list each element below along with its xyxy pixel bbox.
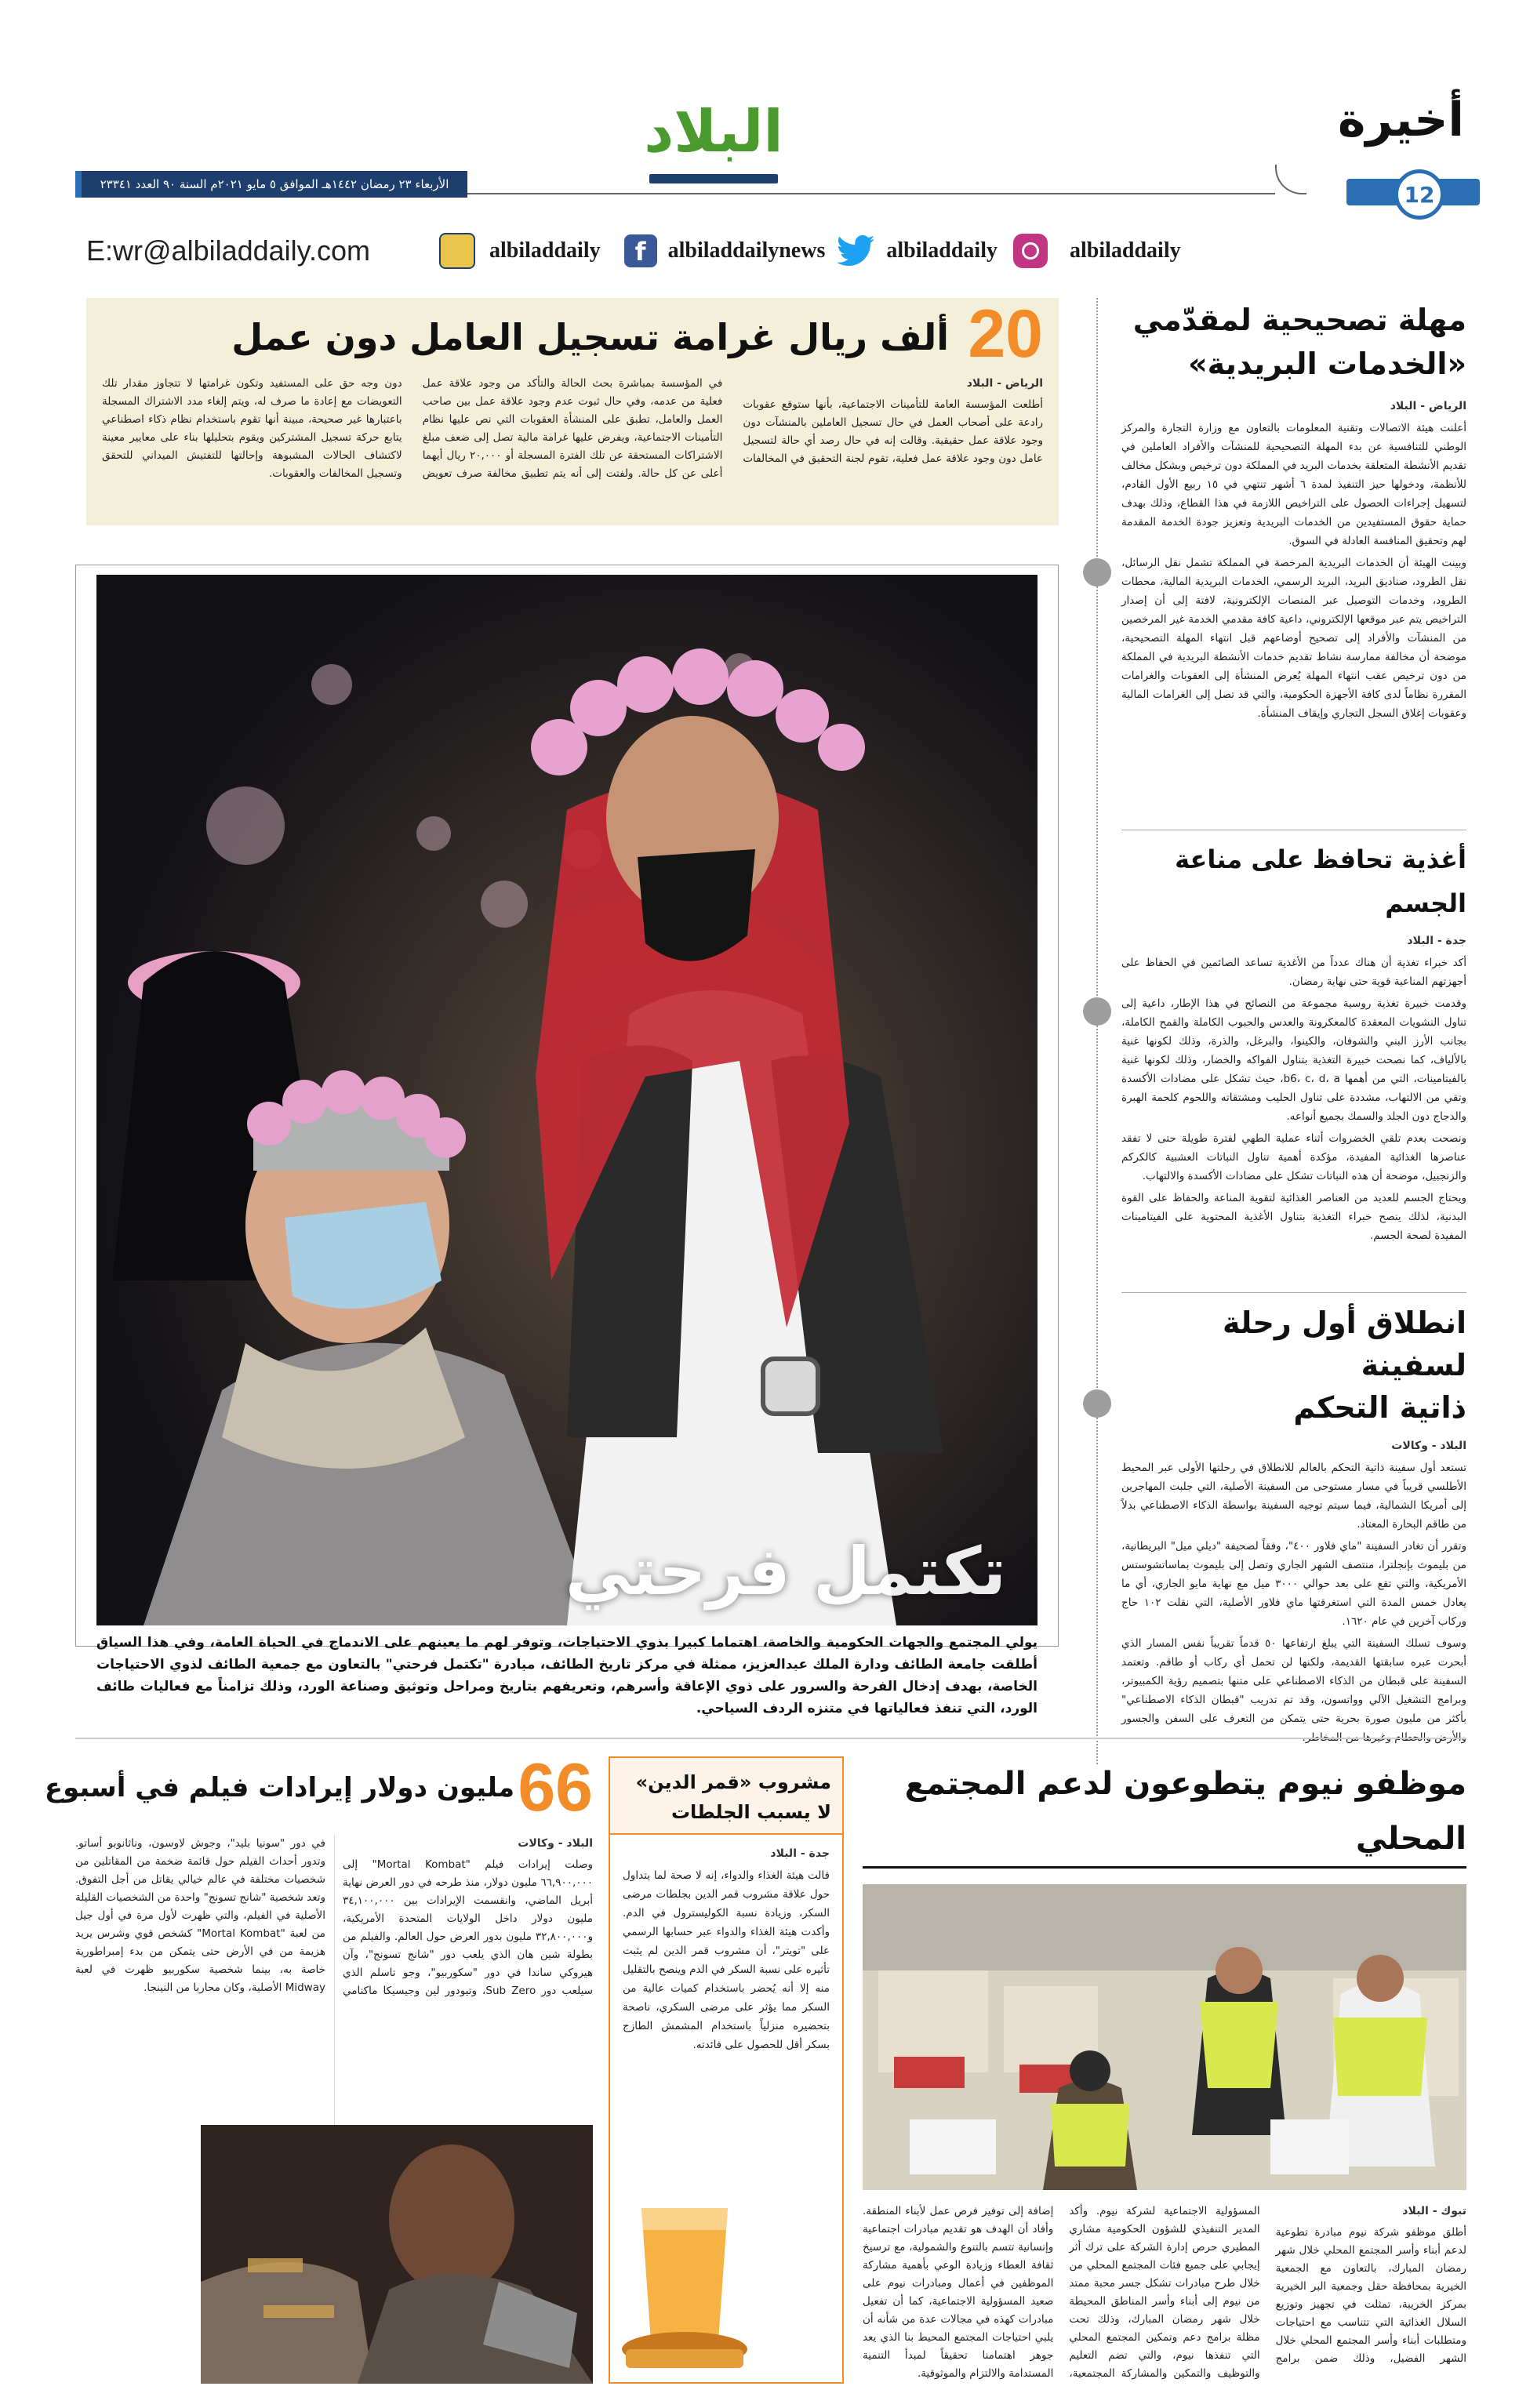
social-handle-4[interactable]: albiladdaily — [1069, 238, 1181, 263]
section-label: أخيرة — [1337, 93, 1464, 147]
ship-headline-line1: انطلاق أول رحلة لسفينة — [1222, 1306, 1466, 1382]
immunity-paragraph: ونصحت بعدم تلقي الخضروات أثناء عملية الطهي لفترة طويلة حتى لا تفقد عناصرها الغذائية المفيدة، مؤكدة أهمية تناول النباتات العشبية كالكركم والزنجبيل، موضحة أن هذه النباتات تشكل على مضادات الأكسدة والالتهاب. — [1121, 1132, 1466, 1182]
ship-paragraph: تستعد أول سفينة ذاتية التحكم بالعالم للانطلاق في رحلتها الأولى عبر المحيط الأطلسي قريباً في مسار مستوحى من السفينة الأصلية، التي جلبت المهاجرين إلى أمريكا الشمالية، فيما سيتم توجيه السفينة بواسطة الذكاء الاصطناعي بدلاً من طاقم البحارة المعتاد. — [1121, 1462, 1466, 1531]
juice-headline-line2: لا يسبب الجلطات — [670, 1801, 831, 1823]
page-number: 12 — [1404, 181, 1435, 208]
film-photo — [201, 2125, 593, 2384]
fine-article — [86, 298, 1059, 525]
film-byline: البلاد - وكالات — [518, 1837, 593, 1850]
fine-number: 20 — [968, 296, 1043, 372]
juice-headline — [610, 1758, 842, 1835]
postal-paragraph: أعلنت هيئة الاتصالات وتقنية المعلومات بالتعاون مع وزارة التجارة والمركز الوطني للتنافسية عن بدء المهلة التصحيحية للمنشآت والأفراد العاملين في تقديم الأنشطة المتعلقة بخدمات البريد في المملكة دون ترخيص وبشكل مخالف للأنظمة، ودخولها حيز التنفيذ لمدة ٦ أشهر تنتهي في ١٥ ربيع الأول القادم، لتسهيل إجراءات الحصول على التراخيص اللازمة في هذا القطاع، وذلك بهدف حماية حقوق المستفيدين من الخدمات البريدية وتعزيز جودة الخدمة المقدمة لهم وتحقيق المنافسة العادلة في السوق. — [1121, 422, 1466, 547]
postal-headline-line1: مهلة تصحيحية لمقدّمي — [1132, 303, 1466, 337]
social-handle-2[interactable]: albiladdailynews — [667, 238, 826, 263]
immunity-headline: أغذية تحافظ على مناعة الجسم — [1175, 844, 1466, 918]
postal-paragraph: وبينت الهيئة أن الخدمات البريدية المرخصة في المملكة تشمل نقل الرسائل، نقل الطرود، صناديق البريد، البريد الرسمي، الخدمات البريدية المالية، محطات الطرود، وخدمات التوصيل عبر المنصات الإلكترونية، لافتة إلى أن إصدار التراخيص يتم عبر موقعها الإلكتروني، داعية كافة مقدمي الخدمة غير المرخصين من المنشآت والأفراد إلى تصحيح أوضاعهم قبل انتهاء المهلة التصحيحية، موضحة أن مخالفة ممارسة نشاط تقديم خدمات الأنشطة البريدية في المملكة من دون ترخيص عقب انتهاء المهلة يُعرض المنشأة إلى العقوبات والغرامات المقررة نظاماً لدى كافة الأجهزة الحكومية، والتي قد تصل إلى الغرامات المالية وعقوبات إغلاق السجل التجاري وإيقاف المنشأة. — [1121, 557, 1466, 720]
app-icon[interactable] — [439, 233, 475, 269]
juice-headline-line1: مشروب «قمر الدين» — [635, 1771, 831, 1793]
logo-underline — [649, 174, 778, 183]
photo-overlay-title: تكتمل فرحتي — [565, 1533, 1006, 1610]
social-handle-3[interactable]: albiladdaily — [886, 238, 998, 263]
immunity-paragraph: وقدمت خبيرة تغذية روسية مجموعة من النصائح في هذا الإطار، داعية إلى تناول النشويات المعقدة كالمعكرونة والعدس والحبوب الكاملة والقمح الكاملة، بجانب الأرز البني والشوفان، والكينوا، والبرغل، والذرة، وذلك لكونها غنية بالألياف، كما نصحت خبيرة التغذية بتناول الفواكه والخضار، وذلك لكونها غنية بالفيتامينات، التي من أهمها b6، c، d، a، حيث تشكل على مضادات الأكسدة وتقي من الالتهاب، مشددة على تناول الحليب ومشتقاته واللحوم كلحمة الهبرة والدجاج دون الجلد والسمك بجميع أنواعه. — [1121, 997, 1466, 1123]
header-rule-end — [1275, 165, 1306, 194]
dateline-text: الأربعاء ٢٣ رمضان ١٤٤٢هـ الموافق ٥ مايو ٢٠٢١م السنة ٩٠ العدد ٢٣٣٤١ — [100, 177, 449, 191]
section-rule — [1121, 1292, 1466, 1293]
juice-article — [609, 1756, 844, 2384]
juice-body: قالت هيئة الغذاء والدواء، إنه لا صحة لما يتداول حول علاقة مشروب قمر الدين بجلطات مرضى السكر، وزيادة نسبة الكوليسترول في الدم. وأكدت هيئة الغذاء والدواء عبر حسابها الرسمي على "تويتر"، أن مشروب قمر الدين لم يثبت تأثيره على نسبة السكر في الدم وينصح بالتقليل منه إلا أنه يُحضر باستخدام كميات عالية من السكر مما يؤثر على مرضى السكري، ناصحة بتحضيره منزلياً باستخدام المشمش الطازج بسكر أقل للحصول على فائدته. — [623, 1869, 830, 2051]
film-body: وصلت إيرادات فيلم "Mortal Kombat" إلى ٦٦,٩٠٠,٠٠٠ مليون دولار، منذ طرحه في دور العرض نهاية أبريل الماضي، وانقسمت الإيرادات بين ٣٤,١٠٠,٠٠٠ مليون دولار داخل الولايات المتحدة الأمريكية، و٣٢,٨٠٠,٠٠٠ مليون بدور العرض حول العالم. والفيلم من بطولة شين هان الذي يلعب دور "شانج تسونج"، وآن هيروكي ساندا في دور "سكوربيو"، وجو تاسلم الذي سيلعب دور Sub Zero، وتيودور لين وجيسيكا ماكنامي في دور "سونيا بليد"، وجوش لاوسون، وناثانوبو أساتو. وتدور أحداث الفيلم حول قائمة ضخمة من المقاتلين من شخصيات مختلفة في عالم خيالي يقاتل من أجل التفوق. وتعد شخصية "شانج تسونج" واحدة من الشخصيات القليلة الأصلية في الفيلم، والتي ظهرت لأول مرة في أول جيل من لعبة "Mortal Kombat" كشخص قوي وشرس يريد هزيمة من في الأرض حتى يتمكن من بدء إمبراطورية خاصة به، بينما شخصية سكوربيو ظهرت في لعبة Midway الأصلية، وكان محاربا من النينجا. — [75, 1837, 593, 1997]
postal-headline-line2: «الخدمات البريدية» — [1188, 347, 1466, 381]
immunity-byline: جدة - البلاد — [1407, 935, 1466, 947]
page-header — [0, 0, 1519, 227]
ship-headline — [1121, 1302, 1466, 1429]
immunity-paragraph: أكد خبراء تغذية أن هناك عدداً من الأغذية تساعد الصائمين في الحفاظ على أجهزتهم المناعية قوية حتى نهاية رمضان. — [1121, 957, 1466, 988]
neom-article — [863, 1756, 1466, 2408]
email-link[interactable]: E:wr@albiladdaily.com — [86, 234, 371, 267]
postal-byline: الرياض - البلاد — [1390, 400, 1466, 412]
neom-headline: موظفو نيوم يتطوعون لدعم المجتمع المحلي — [863, 1756, 1466, 1869]
logo-text: البلاد — [644, 98, 783, 165]
page-number-badge — [1394, 169, 1445, 220]
postal-article — [1121, 298, 1466, 726]
right-column-divider — [1096, 298, 1098, 1764]
ship-headline-line2: ذاتية التحكم — [1293, 1390, 1466, 1425]
film-number: 66 — [518, 1750, 593, 1825]
fine-headline: ألف ريال غرامة تسجيل العامل دون عمل — [231, 316, 949, 358]
twitter-icon[interactable] — [836, 235, 875, 267]
juice-photo — [618, 2192, 751, 2373]
ship-article — [1121, 1302, 1466, 1750]
juice-byline: جدة - البلاد — [770, 1847, 830, 1860]
facebook-icon[interactable]: f — [624, 234, 657, 267]
immunity-paragraph: ويحتاج الجسم للعديد من العناصر الغذائية لتقوية المناعة والحفاظ على القوة البدنية، لذلك ينصح خبراء التغذية بتناول الأغذية المحتوية على الفيتامينات المفيدة لصحة الجسم. — [1121, 1192, 1466, 1242]
instagram-icon[interactable] — [1013, 234, 1048, 268]
separator-dot — [1083, 558, 1111, 587]
newspaper-logo — [635, 93, 792, 187]
social-handle-1[interactable]: albiladdaily — [489, 238, 601, 263]
ship-paragraph: وتقرر أن تغادر السفينة "ماي فلاور ٤٠٠"، وفقاً لصحيفة "ديلي ميل" البريطانية، من بليموث بإنجلترا، منتصف الشهر الجاري وتصل إلى بليموث بماساتشوستس الأمريكية، والتي تقع على بعد حوالي ٣٠٠٠ ميل مع نهاية مايو الجاري، أي ما يعادل خمس المدة التي استغرقتها ماي فلاور الأصلية، التي نقلت ١٠٢ حاج وركاب آخرين في عام ١٦٢٠. — [1121, 1540, 1467, 1628]
neom-photo — [863, 1884, 1466, 2190]
ship-byline: البلاد - وكالات — [1391, 1440, 1466, 1452]
main-photo-caption: يولي المجتمع والجهات الحكومية والخاصة، اهتماما كبيرا بذوي الاحتياجات، وتوفر لهم ما يعينهم على الاندماج في الحياة العامة، وفي هذا السياق أطلقت جامعة الطائف ودارة الملك عبدالعزيز، ممثلة في مركز تاريخ الطائف، مبادرة "تكتمل فرحتي" بالتعاون مع جمعية الطائف لذوي الاحتياجات الخاصة، بهدف إدخال الفرحة والسرور على ذوي الإعاقة وأسرهم، وتعريفهم بتاريخ ومراحل وتوثيق وصناعة الورد، وذلك تزامناً مع فعاليات طائف الورد، التي تنفذ فعالياتها في متنزه الردف السياحي. — [96, 1635, 1037, 1716]
dateline — [75, 171, 467, 198]
separator-dot — [1083, 1389, 1111, 1418]
ship-paragraph: وسوف تسلك السفينة التي يبلغ ارتفاعها ٥٠ قدماً تقريباً نفس المسار الذي أبحرت عبره سابقتها القديمة، ولكنها لن تحمل أي ركاب أو طاقم. وتعتمد السفينة على قبطان من الذكاء الاصطناعي على متنها بتصميم رؤية الكمبيوتر، وبرامج التشغيل الآلي وواتسون، وقد تم تدريب "قبطان الذكاء الاصطناعي" بأكثر من مليون صورة بحرية حتى يتمكن من التعرف على السفن والجسور والأرض والحطام وغيرها من المخاطر. — [1121, 1637, 1466, 1744]
neom-body: أطلق موظفو شركة نيوم مبادرة تطوعية لدعم أبناء وأسر المجتمع المحلي خلال شهر رمضان المبارك، بالتعاون مع الجمعية الخيرية بمحافظة حقل وجمعية البر الخيرية بمركز الخريبة، تمثلت في تجهيز وتوزيع السلال الغذائية التي تتناسب مع احتياجات ومتطلبات أبناء وأسر المجتمع المحلي خلال الشهر الفضيل، وذلك ضمن برامج المسؤولية الاجتماعية لشركة نيوم. وأكد المدير التنفيذي للشؤون الحكومية مشاري المطيري حرص إدارة الشركة على ترك أثر إيجابي على جميع فئات المجتمع المحلي من خلال طرح مبادرات تشكل جسر محبة ممتد من نيوم إلى أبناء وأسر المناطق المحيطة خلال شهر رمضان المبارك، وذلك تحت مظلة برامج دعم وتمكين المجتمع المحلي التي تنفذها نيوم، والتي تضم التعليم والتوظيف والتمكين والمشاركة المجتمعية، إضافة إلى توفير فرص عمل لأبناء المنطقة. وأفاد أن الهدف هو تقديم مبادرات اجتماعية وإنسانية تتسم بالتنوع والشمولية، مع ترسيخ ثقافة العطاء وزيادة الوعي بأهمية مشاركة الموظفين في أعمال ومبادرات نيوم على صعيد المسؤولية الاجتماعية، كما أن تفعيل مبادرات كهذه في مجالات عدة من شأنه أن يلبي احتياجات المجتمع المحيط بنا الذي يعد جوهر اهتمامنا تحقيقاً لمبدأ التنمية المستدامة والالتزام والموثوقية. — [863, 2205, 1466, 2380]
separator-dot — [1083, 997, 1111, 1026]
film-headline: مليون دولار إيرادات فيلم في أسبوع — [44, 1772, 514, 1803]
postal-headline — [1121, 298, 1466, 386]
fine-byline: الرياض - البلاد — [966, 377, 1043, 390]
immunity-article — [1121, 837, 1466, 1248]
main-photo-frame — [75, 565, 1059, 1716]
bottom-band-rule — [75, 1738, 1466, 1739]
main-photo — [96, 575, 1037, 1625]
fine-body: أطلعت المؤسسة العامة للتأمينات الاجتماعية، بأنها ستوقع عقوبات رادعة على أصحاب العمل في حال تسجيل العاملين بالمنشآت دون وجود علاقة عمل حقيقية. وقالت إنه في حال رصد أي حالة لتسجيل عامل دون وجود علاقة عمل فعلية، تقوم لجنة التحقيق في المخالفات في المؤسسة بمباشرة بحث الحالة والتأكد من وجود علاقة عمل فعلية من عدمه، وفي حال ثبوت عدم وجود علاقة عمل بين صاحب العمل والعامل، تطبق على المنشأة العقوبات التي نص عليها نظام التأمينات الاجتماعية، ويفرض عليها غرامة مالية تصل إلى ضعف مبلغ الاشتراكات المستحقة عن تلك الفترة المسجلة أو ٢٠,٠٠٠ ريال أيهما أعلى عن كل حالة. ولفتت إلى أنه يتم تطبيق مخالفة صرف تعويض دون وجه حق على المستفيد وتكون غرامتها لا تتجاوز مقدار تلك التعويضات مع إعادة ما صرف له، ويتم إلغاء مدد الاشتراك المسجلة باعتبارها غير صحيحة، مبينة أنها تقوم باستخدام نظام ذكاء اصطناعي يتابع حركة تسجيل المشتركين ويقوم بتحليلها بناء على معايير معينة لاكتشاف الحالات المشبوهة وإحالتها للتفتيش الميداني للتحقق وتسجيل المخالفات والعقوبات. — [102, 377, 1043, 480]
neom-byline: تبوك - البلاد — [1402, 2205, 1466, 2217]
social-bar — [86, 227, 1466, 274]
